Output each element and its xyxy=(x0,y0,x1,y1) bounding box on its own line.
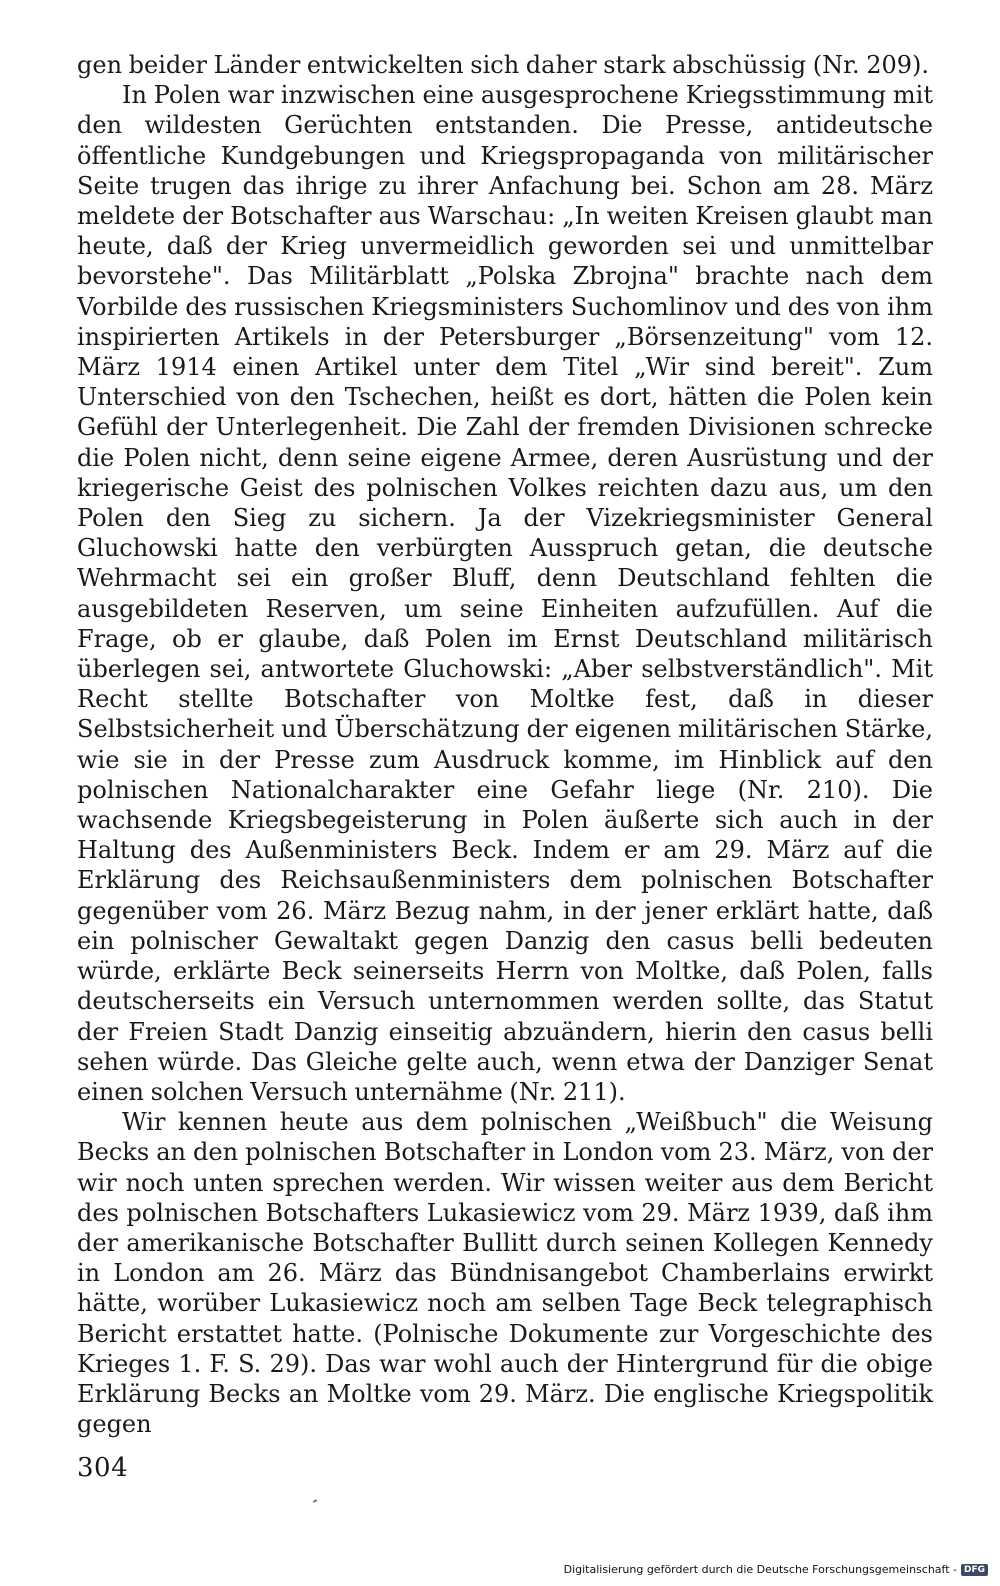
paragraph-kriegsstimmung: In Polen war inzwischen eine ausgesprochene Kriegsstimmung mit den wildesten Gerüchten entstanden. Die Presse, antideutsche öffentliche Kundgebungen und Kriegspropaganda von militärischer Seite trugen das ihrige zu ihrer Anfachung bei. Schon am 28. März meldete der Botschafter aus Warschau: „In weiten Kreisen glaubt man heute, daß der Krieg unvermeidlich geworden sei und unmittelbar bevorstehe". Das Militärblatt „Polska Zbrojna" brachte nach dem Vorbilde des russischen Kriegsministers Suchomlinov und des von ihm inspirierten Artikels in der Petersburger „Börsenzeitung" vom 12. März 1914 einen Artikel unter dem Titel „Wir sind bereit". Zum Unterschied von den Tschechen, heißt es dort, hätten die Polen kein Gefühl der Unterlegenheit. Die Zahl der fremden Divisionen schrecke die Polen nicht, denn seine eigene Armee, deren Ausrüstung und der kriegerische Geist des polnischen Volkes reichten dazu aus, um den Polen den Sieg zu sichern. Ja der Vizekriegsminister General Gluchowski hatte den verbürgten Ausspruch getan, die deutsche Wehrmacht sei ein großer Bluff, denn Deutschland fehlten die ausgebildeten Reserven, um seine Einheiten aufzufüllen. Auf die Frage, ob er glaube, daß Polen im Ernst Deutschland militärisch überlegen sei, antwortete Gluchowski: „Aber selbstverständlich". Mit Recht stellte Botschafter von Moltke fest, daß in dieser Selbstsicherheit und Überschätzung der eigenen militärischen Stärke, wie sie in der Presse zum Ausdruck komme, im Hinblick auf den polnischen Nationalcharakter eine Gefahr liege (Nr. 210). Die wachsende Kriegsbegeisterung in Polen äußerte sich auch in der Haltung des Außenministers Beck. Indem er am 29. März auf die Erklärung des Reichsaußenministers dem polnischen Botschafter gegenüber vom 26. März Bezug nahm, in der jener erklärt hatte, daß ein polnischer Gewaltakt gegen Danzig den casus belli bedeuten würde, erklärte Beck seinerseits Herrn von Moltke, daß Polen, falls deutscherseits ein Versuch unternommen werden sollte, das Statut der Freien Stadt Danzig einseitig abzuändern, hierin den casus belli sehen würde. Das Gleiche gelte auch, wenn etwa der Danziger Senat einen solchen Versuch unternähme (Nr. 211). xyxy=(77,81,933,1106)
digitization-footer xyxy=(564,1563,988,1576)
scan-artifact xyxy=(313,1499,317,1503)
paragraph-weissbuch: Wir kennen heute aus dem polnischen „Weißbuch" die Weisung Becks an den polnischen Botschafter in London vom 23. März, von der wir noch unten sprechen werden. Wir wissen weiter aus dem Bericht des polnischen Botschafters Lukasiewicz vom 29. März 1939, daß ihm der amerikanische Botschafter Bullitt durch seinen Kollegen Kennedy in London am 26. März das Bündnisangebot Chamberlains erwirkt hätte, worüber Lukasiewicz noch am selben Tage Beck telegraphisch Bericht erstattet hatte. (Polnische Dokumente zur Vorgeschichte des Krieges 1. F. S. 29). Das war wohl auch der Hintergrund für die obige Erklärung Becks an Moltke vom 29. März. Die englische Kriegspolitik gegen xyxy=(77,1108,933,1439)
page-number: 304 xyxy=(77,1453,129,1483)
paragraph-continuation: gen beider Länder entwickelten sich daher stark abschüssig (Nr. 209). xyxy=(77,51,930,79)
footer-credit-text: Digitalisierung gefördert durch die Deutsche Forschungsgemeinschaft - xyxy=(563,1563,957,1576)
dfg-logo-icon: DFG xyxy=(961,1564,988,1576)
body-text xyxy=(77,50,933,1439)
